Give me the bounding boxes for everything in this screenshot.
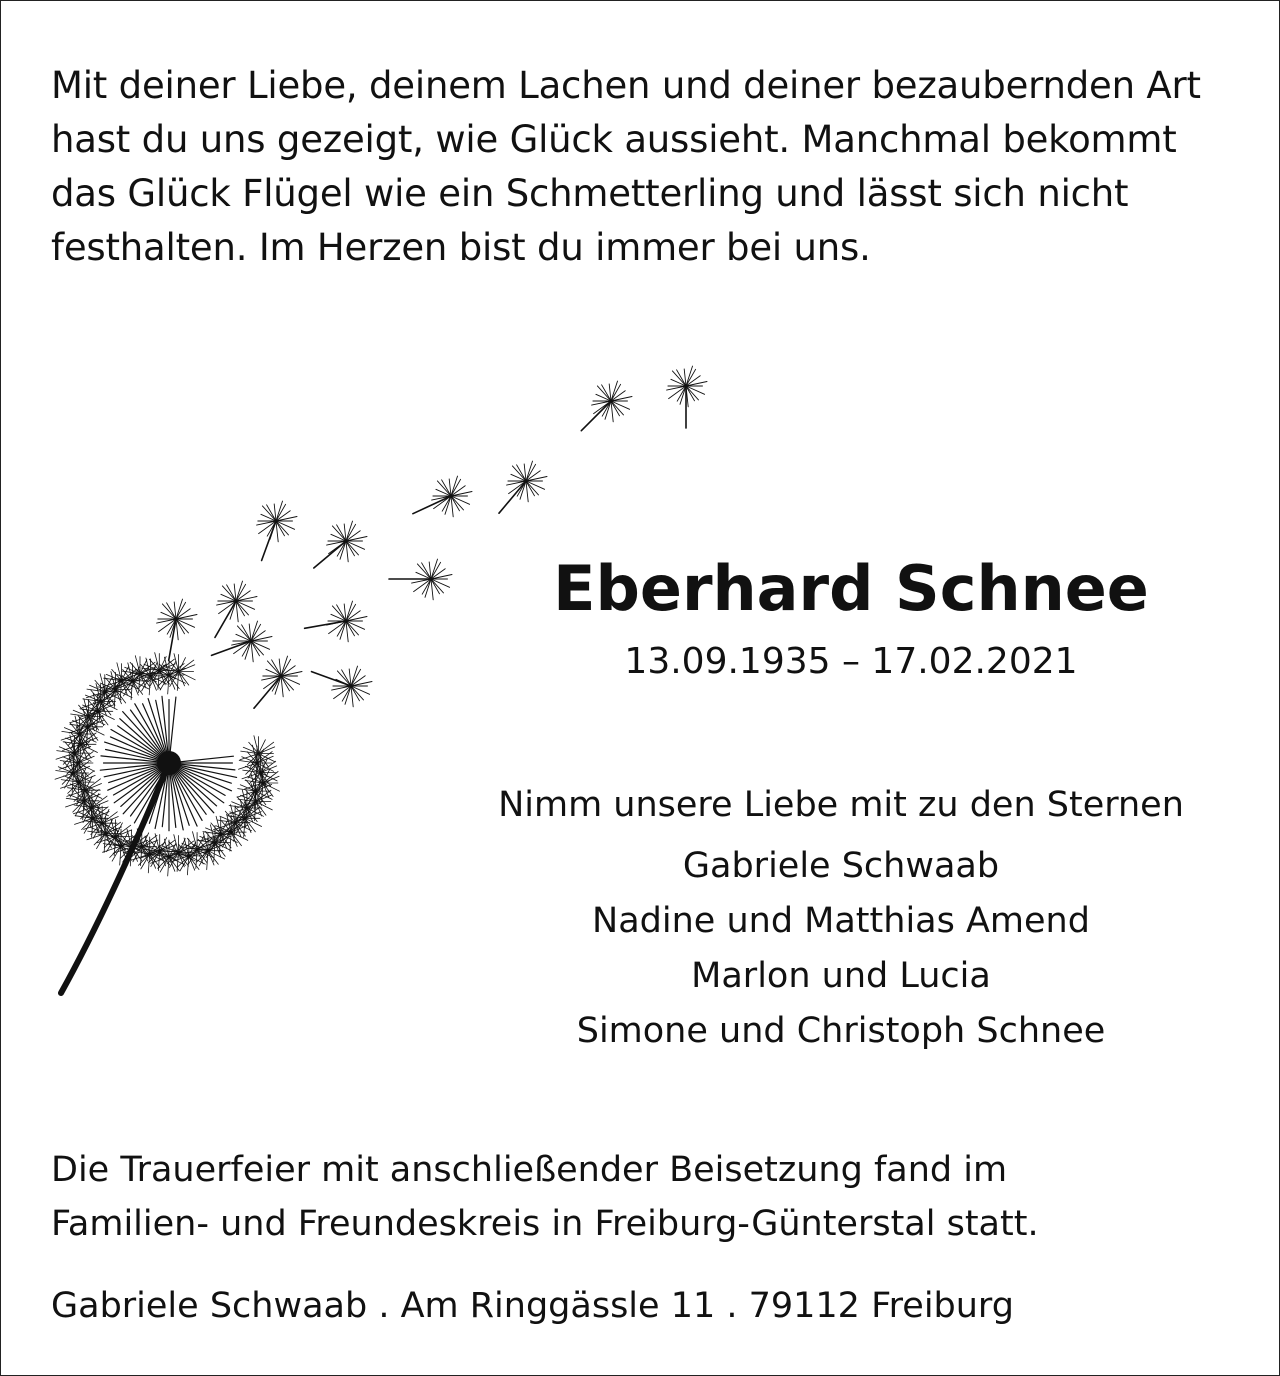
mourner-item: Gabriele Schwaab (682, 846, 1000, 886)
mourner-item: Simone und Christoph Schnee (576, 1011, 1106, 1051)
mourners-list (441, 839, 1241, 1059)
ceremony-notice: Die Trauerfeier mit anschließender Beisetzung fand im Familien- und Freundeskreis in Freiburg-Günterstal statt. (51, 1150, 1039, 1244)
motto-text: Nimm unsere Liebe mit zu den Sternen (498, 785, 1184, 825)
poem-text: Mit deiner Liebe, deinem Lachen und deiner bezaubernden Art hast du uns gezeigt, wie Glück aussieht. Manchmal bekommt das Glück Flügel wie ein Schmetterling und lässt sich nicht festhalten. Im Herzen bist du immer bei uns. (51, 64, 1201, 269)
life-dates: 13.09.1935 – 17.02.2021 (624, 641, 1078, 682)
contact-address: Gabriele Schwaab . Am Ringgässle 11 . 79112 Freiburg (51, 1286, 1014, 1326)
deceased-name: Eberhard Schnee (553, 552, 1149, 625)
mourner-item: Marlon und Lucia (691, 956, 991, 996)
mourner-item: Nadine und Matthias Amend (592, 901, 1090, 941)
